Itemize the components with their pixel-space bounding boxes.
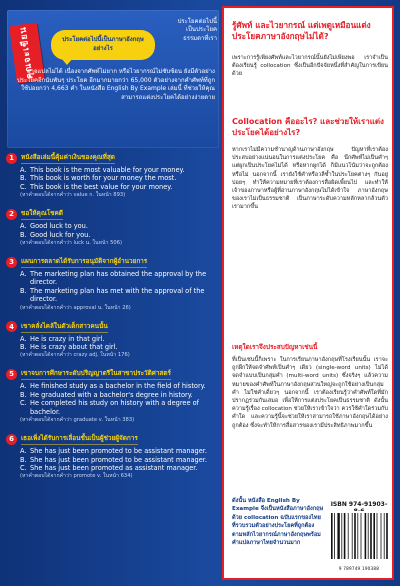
option-letter: B. bbox=[20, 390, 27, 399]
option-text: Good luck for you. bbox=[30, 230, 91, 239]
option-letter: B. bbox=[20, 174, 27, 183]
answer-option bbox=[6, 447, 220, 455]
question-heading: เธอเพิ่งได้รับการเลื่อนขั้นเป็นผู้ช่วยผู้จัดการ bbox=[21, 433, 138, 445]
question-item bbox=[6, 256, 220, 312]
option-text: She has just been promoted to be assistant manager. bbox=[30, 455, 207, 464]
intro-line: ประโยคต่อไปนี้ bbox=[177, 18, 217, 25]
barcode-bar bbox=[370, 513, 372, 559]
question-number: 4 bbox=[6, 321, 17, 332]
question-header bbox=[6, 368, 220, 380]
intro-body-text: อาจแปลไม่ได้ เนื่องจากศัพท์ไม่ยาก หรือไวยากรณ์ไม่ซับซ้อน ยังมีตัวอย่างประโยคอีกนับพันๆ ประโยค อีกมากมายกว่า 65,000 ตัวอย่างจากคำศัพท์ที่ถูกใช้บ่อยกว่า 4,663 คำ ในหนังสือ English By Example เล่มนี้ ที่ช่วยให้คุณสามารถแต่งประโยคได้อย่างง่ายดาย bbox=[17, 68, 215, 101]
barcode-bar bbox=[334, 513, 335, 559]
question-header bbox=[6, 433, 220, 445]
question-item bbox=[6, 208, 220, 247]
answer-option bbox=[6, 382, 220, 390]
question-number: 6 bbox=[6, 434, 17, 445]
barcode-bar bbox=[377, 513, 378, 559]
question-heading: ขอให้คุณโชคดี bbox=[21, 208, 63, 220]
option-letter: A. bbox=[20, 222, 27, 231]
barcode-bar bbox=[337, 513, 339, 559]
option-letter: A. bbox=[20, 334, 27, 343]
option-text: Good luck to you. bbox=[30, 222, 88, 231]
option-text: The marketing plan has met with the approval of the director. bbox=[30, 286, 205, 304]
answer-option bbox=[6, 343, 220, 351]
question-number: 2 bbox=[6, 209, 17, 220]
option-letter: C. bbox=[20, 399, 27, 408]
option-text: This book is worth for your money the most. bbox=[30, 174, 177, 183]
answer-reference: (หาคำตอบได้จากคำว่า luck น. ในหน้า 506) bbox=[20, 240, 123, 247]
question-item bbox=[6, 433, 220, 480]
barcode-bar bbox=[331, 513, 333, 559]
barcode-bar bbox=[384, 513, 385, 559]
promo-text: ดังนั้น หนังสือ English By Example จึงเป็นหนังสือภาษาอังกฤษด้วย collocation ฉบับแรกของไทย ที่รวบรวมตัวอย่างประโยคที่ถูกต้องตามหลักไวยากรณ์ภาษาอังกฤษพร้อมคำแปลภาษาไทยจำนวนมาก bbox=[232, 498, 324, 547]
option-letter: B. bbox=[20, 343, 27, 352]
option-letter: A. bbox=[20, 270, 27, 279]
question-number: 1 bbox=[6, 153, 17, 164]
barcode bbox=[328, 511, 390, 571]
answer-option bbox=[6, 270, 220, 287]
question-heading: แผนการตลาดได้รับการอนุมัติจากผู้อำนวยการ bbox=[21, 256, 147, 268]
option-letter: A. bbox=[20, 447, 27, 456]
reason-title: เหตุใดเราจึงประสบปัญหาเช่นนี้ bbox=[232, 343, 318, 351]
barcode-bar bbox=[344, 513, 346, 559]
question-heading: เขาคลั่งไคล้ในตัวเด็กสาวคนนั้น bbox=[21, 321, 108, 333]
barcode-bar bbox=[361, 513, 362, 559]
barcode-bar bbox=[365, 513, 367, 559]
intro-line: ธรรมดาที่เรา bbox=[183, 34, 217, 42]
intro-line: เป็นประโยค bbox=[186, 26, 217, 34]
info-panel bbox=[222, 6, 394, 580]
option-text: He is crazy about that girl. bbox=[30, 343, 118, 352]
intro-block bbox=[7, 10, 219, 148]
option-letter: A. bbox=[20, 166, 27, 174]
barcode-bar bbox=[368, 513, 369, 559]
barcode-bar bbox=[381, 513, 382, 559]
question-item bbox=[6, 152, 220, 199]
answer-option bbox=[6, 231, 220, 239]
question-header bbox=[6, 256, 220, 268]
answer-reference: (หาคำตอบได้จากคำว่า value ก. ในหน้า 893) bbox=[20, 192, 126, 199]
answer-option bbox=[6, 222, 220, 230]
answer-option bbox=[6, 335, 220, 343]
answer-option bbox=[6, 464, 220, 472]
panel-subtitle: Collocation คืออะไร? และช่วยให้เราแต่งประโยคได้อย่างไร? bbox=[232, 117, 384, 137]
barcode-bar bbox=[354, 513, 356, 559]
panel-title: รู้ศัพท์ และไวยากรณ์ แต่เพดูเหมือนแต่งประโยคภาษาอังกฤษไม่ได้? bbox=[232, 20, 371, 41]
speech-text: ประโยคต่อไปนี้เป็นภาษาอังกฤษอย่างไร bbox=[62, 36, 144, 52]
option-text: She has just been promoted as assistant manager. bbox=[30, 463, 198, 472]
question-number: 5 bbox=[6, 369, 17, 380]
barcode-bar bbox=[348, 513, 349, 559]
question-list bbox=[6, 152, 220, 489]
option-letter: B. bbox=[20, 286, 27, 295]
isbn-label: ISBN 974-91903- bbox=[330, 501, 388, 508]
barcode-bar bbox=[357, 513, 358, 559]
answer-reference: (หาคำตอบได้จากคำว่า graduate v. ในหน้า 383) bbox=[20, 417, 135, 424]
option-letter: C. bbox=[20, 463, 27, 472]
option-text: He finished study as a bachelor in the field of history. bbox=[30, 382, 206, 391]
answer-option bbox=[6, 456, 220, 464]
answer-option bbox=[6, 391, 220, 399]
intro-right-text bbox=[159, 18, 217, 43]
badge-text: คุณจะเขียน bbox=[18, 25, 36, 80]
option-text: He graduated with a bachelor's degree in history. bbox=[30, 390, 193, 399]
barcode-bar bbox=[386, 513, 388, 559]
barcode-bar bbox=[373, 513, 375, 559]
option-text: The marketing plan has obtained the approval by the director. bbox=[30, 270, 207, 287]
question-heading: เขาจบการศึกษาระดับปริญญาตรีในสาขาประวัติศาสตร์ bbox=[21, 368, 171, 380]
option-text: He is crazy in that girl. bbox=[30, 334, 105, 343]
barcode-bar bbox=[341, 513, 342, 559]
question-item bbox=[6, 368, 220, 424]
option-letter: C. bbox=[20, 182, 27, 191]
option-letter: B. bbox=[20, 455, 27, 464]
answer-reference: (หาคำตอบได้จากคำว่า crazy adj. ในหน้า 176) bbox=[20, 352, 130, 359]
panel-paragraph-2: หากเราไม่มีความชำนาญด้านภาษาอังกฤษ ปัญหาที่เราต้องประสบอย่างแน่นอนในการแต่งประโยค คือ นึกศัพท์ไม่เป็นคำๆ แต่ผูกเป็นประโยคไม่ได้ หรือหากผูกได้ ก็มีแนวโน้มว่าจะถูกต้อง หรือไม่ นอกจากนี้ เรายังใช้คำหรือวลีซ้ำในประโยคต่างๆ กันอยู่บ่อยๆ ทำให้ความหมายที่เราต้องการสื่อผิดเพี้ยนไป และทำให้เจ้าของภาษาหรือผู้ที่อ่านภาษาอังกฤษไม่ได้เข้าใจ ภาษาอังกฤษของเราไม่เป็นธรรมชาติ เป็นภาษาระดับความหลักหลากล้วนตัวเรามากขึ้น bbox=[232, 147, 388, 211]
question-item bbox=[6, 321, 220, 360]
option-letter: B. bbox=[20, 230, 27, 239]
panel-paragraph-3: ที่เป็นเช่นนี้ก็เพราะ ในการเรียนภาษาอังกฤษที่โรงเรียนนั้น เราจะถูกฝึกให้จดจำศัพท์เป็นคำๆ เดียว (single-word units) ไม่ได้จดจำแบบเป็นกลุ่มคำ (multi-word units) ซึ่งจริงๆ แล้วความหมายของคำศัพท์ในภาษาอังกฤษส่วนใหญ่จะถูกใช้อย่างเป็นกลุ่มคำ ไม่ใช่คำเดี่ยวๆ นอกจากนี้ เราต้องเรียนรู้ว่าคำศัพท์ใดที่มักปรากฏร่วมกันเสมอ เพื่อให้การแต่งประโยคเป็นธรรมชาติ ดังนั้น ความรู้เรื่อง collocation ช่วยให้เราเข้าใจว่า ควรใช้คำใดร่วมกับคำใด และความรู้นี้จะช่วยให้เราสามารถใช้ภาษาอังกฤษได้อย่างถูกต้อง ซึ่งจะทำให้การสื่อสารของเรามีประสิทธิภาพมากขึ้น bbox=[232, 357, 388, 429]
barcode-bar bbox=[352, 513, 353, 559]
answer-reference: (หาคำตอบได้จากคำว่า promote v. ในหน้า 634) bbox=[20, 473, 133, 480]
answer-option bbox=[6, 183, 220, 191]
option-text: This book is the best value for your money. bbox=[30, 182, 173, 191]
question-header bbox=[6, 321, 220, 333]
speech-bubble bbox=[51, 30, 155, 60]
barcode-number: 9 789749 190388 bbox=[338, 566, 380, 571]
option-letter: A. bbox=[20, 382, 27, 391]
question-heading: หนังสือเล่มนี้คุ้มค่าเงินของคุณที่สุด bbox=[21, 152, 115, 164]
answer-option bbox=[6, 399, 220, 416]
panel-paragraph-1: เพราะการรู้เพียงศัพท์และไวยากรณ์นั้นยังไม่เพียงพอ เราจำเป็นต้องเรียนรู้ collocation ซึ่งเป็นอีกปัจจัยหนึ่งที่สำคัญในการเขียนด้วย bbox=[232, 55, 388, 78]
question-header bbox=[6, 152, 220, 164]
answer-option bbox=[6, 166, 220, 174]
answer-option bbox=[6, 287, 220, 304]
question-header bbox=[6, 208, 220, 220]
option-text: He completed his study on history with a degree of bachelor. bbox=[30, 399, 199, 416]
answer-reference: (หาคำตอบได้จากคำว่า approval น. ในหน้า 26) bbox=[20, 304, 131, 311]
option-text: She has just been promoted to be assistant manager. bbox=[30, 447, 207, 456]
option-text: This book is the most valuable for your money. bbox=[30, 166, 185, 174]
barcode-graphic bbox=[328, 511, 390, 563]
answer-option bbox=[6, 174, 220, 182]
question-number: 3 bbox=[6, 257, 17, 268]
